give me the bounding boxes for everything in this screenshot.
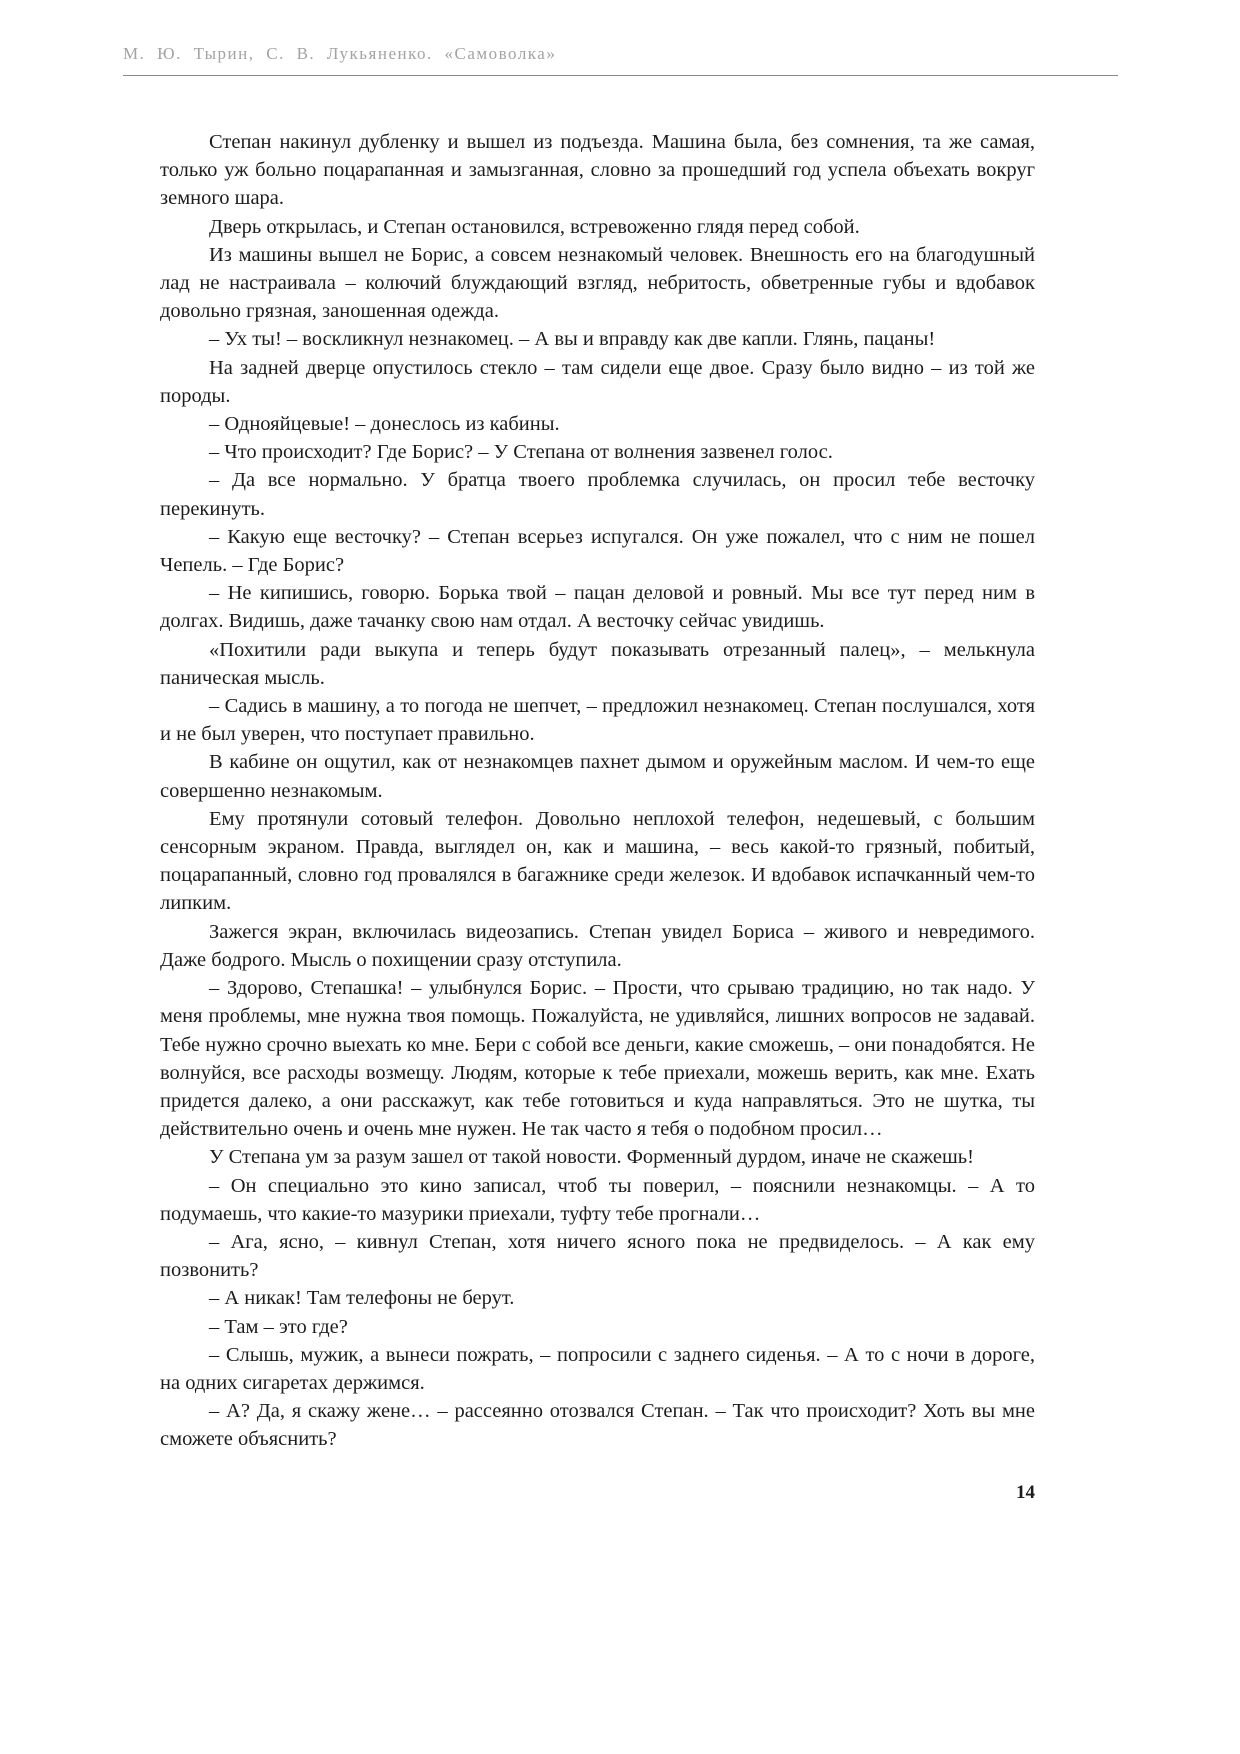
paragraph: У Степана ум за разум зашел от такой новости. Форменный дурдом, иначе не скажешь! (209, 1146, 974, 1169)
paragraph: – Ух ты! – воскликнул незнакомец. – А вы и вправду как две капли. Глянь, пацаны! (209, 328, 936, 351)
paragraph: Степан накинул дубленку и вышел из подъезда. Машина была, без сомнения, та же самая, только уж больно поцарапанная и замызганная, словно за прошедший год успела объехать вокруг земного шара. (160, 131, 1035, 210)
paragraph: – Однояйцевые! – донеслось из кабины. (209, 413, 560, 436)
paragraph: Ему протянули сотовый телефон. Довольно неплохой телефон, недешевый, с большим сенсорным экраном. Правда, выглядел он, как и машина, – весь какой-то грязный, побитый, поцарапанный, словно год провалялся в багажнике среди железок. И вдобавок испачканный чем-то липким. (160, 807, 1035, 915)
paragraph: – Не кипишись, говорю. Борька твой – пацан деловой и ровный. Мы все тут перед ним в долгах. Видишь, даже тачанку свою нам отдал. А весточку сейчас увидишь. (160, 582, 1035, 633)
paragraph: «Похитили ради выкупа и теперь будут показывать отрезанный палец», – мелькнула паническая мысль. (160, 638, 1035, 689)
paragraph: Зажегся экран, включилась видеозапись. Степан увидел Бориса – живого и невредимого. Даже бодрого. Мысль о похищении сразу отступила. (160, 920, 1035, 971)
page-number: 14 (1016, 1482, 1035, 1503)
page-body (160, 128, 1035, 1454)
paragraph: – Там – это где? (209, 1315, 348, 1338)
paragraph: – Садись в машину, а то погода не шепчет, – предложил незнакомец. Степан послушался, хотя и не был уверен, что поступает правильно. (160, 695, 1035, 746)
paragraph: В кабине он ощутил, как от незнакомцев пахнет дымом и оружейным маслом. И чем-то еще совершенно незнакомым. (160, 751, 1035, 802)
paragraph: – Слышь, мужик, а вынеси пожрать, – попросили с заднего сиденья. – А то с ночи в дороге, на одних сигаретах держимся. (160, 1343, 1035, 1394)
header-rule (123, 75, 1118, 76)
paragraph: – Ага, ясно, – кивнул Степан, хотя ничего ясного пока не предвиделось. – А как ему позвонить? (160, 1230, 1035, 1282)
paragraph: – А? Да, я скажу жене… – рассеянно отозвался Степан. – Так что происходит? Хоть вы мне сможете объяснить? (160, 1400, 1035, 1451)
paragraph: – А никак! Там телефоны не берут. (209, 1287, 515, 1310)
page-header (123, 44, 1118, 76)
paragraph: Из машины вышел не Борис, а совсем незнакомый человек. Внешность его на благодушный лад не настраивала – колючий блуждающий взгляд, небритость, обветренные губы и вдобавок довольно грязная, заношенная одежда. (160, 243, 1035, 323)
paragraph: – Какую еще весточку? – Степан всерьез испугался. Он уже пожалел, что с ним не пошел Чепель. – Где Борис? (160, 525, 1035, 577)
paragraph: Дверь открылась, и Степан остановился, встревоженно глядя перед собой. (209, 215, 860, 238)
running-head: М. Ю. Тырин, С. В. Лукьяненко. «Самоволка» (123, 44, 557, 63)
paragraph: На задней дверце опустилось стекло – там сидели еще двое. Сразу было видно – из той же породы. (160, 356, 1035, 407)
paragraph: – Здорово, Степашка! – улыбнулся Борис. – Прости, что срываю традицию, но так надо. У меня проблемы, мне нужна твоя помощь. Пожалуйста, не удивляйся, лишних вопросов не задавай. Тебе нужно срочно выехать ко мне. Бери с собой все деньги, какие сможешь, – они понадобятся. Не волнуйся, все расходы возмещу. Людям, которые к тебе приехали, можешь верить, как мне. Ехать придется далеко, а они расскажут, как тебе готовиться и куда направляться. Это не шутка, ты действительно очень и очень мне нужен. Не так часто я тебя о подобном просил… (160, 977, 1035, 1141)
paragraph: – Да все нормально. У братца твоего проблемка случилась, он просил тебе весточку перекинуть. (160, 469, 1035, 520)
paragraph: – Он специально это кино записал, чтоб ты поверил, – пояснили незнакомцы. – А то подумаешь, что какие-то мазурики приехали, туфту тебе прогнали… (160, 1174, 1035, 1225)
paragraph: – Что происходит? Где Борис? – У Степана от волнения зазвенел голос. (209, 441, 833, 464)
